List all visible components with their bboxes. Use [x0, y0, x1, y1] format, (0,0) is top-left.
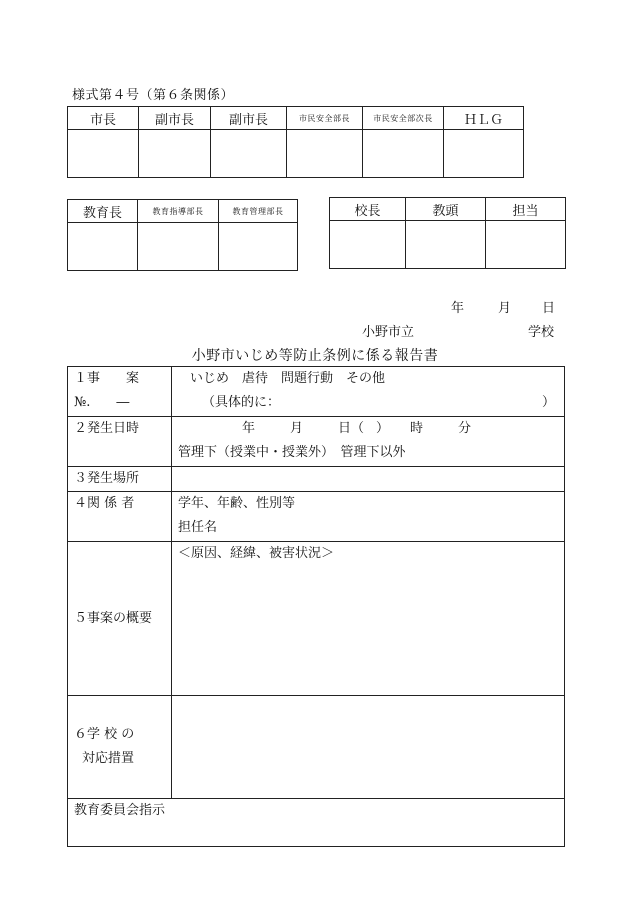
stamp-box-hlg[interactable] [444, 130, 524, 178]
persons-grade-age-sex: 学年、年齢、性別等 [178, 496, 296, 511]
row-response [68, 696, 565, 799]
city-approval-table [67, 106, 524, 178]
city-approval-header-row [68, 107, 524, 130]
case-label-cell [68, 367, 172, 417]
education-approval-header-row [68, 200, 298, 223]
place-label: ３発生場所 [74, 471, 140, 486]
row-board-instructions [68, 799, 565, 847]
case-type-options[interactable]: いじめ 虐待 問題行動 その他 [190, 371, 386, 386]
stamp-box-citizen-safety-deputy-director[interactable] [363, 130, 444, 178]
datetime-line[interactable] [178, 417, 564, 441]
stamp-box-superintendent[interactable] [68, 223, 138, 271]
case-number-label: №. ― [74, 395, 130, 410]
report-date-day: 日 [542, 301, 556, 316]
report-table [67, 366, 565, 847]
datetime-year: 年 [242, 421, 256, 436]
summary-label-cell [68, 542, 172, 696]
row-place [68, 467, 565, 492]
report-date-year: 年 [451, 301, 465, 316]
datetime-label: ２発生日時 [74, 421, 140, 436]
datetime-minute: 分 [458, 421, 472, 436]
persons-label-cell [68, 492, 172, 542]
stamp-box-vice-principal[interactable] [406, 221, 486, 269]
board-instructions-label: 教育委員会指示 [74, 803, 166, 818]
school-name-suffix: 学校 [528, 325, 555, 340]
stamp-box-education-management-director[interactable] [219, 223, 298, 271]
summary-content-cell[interactable] [172, 542, 565, 696]
approval-label-deputy-mayor-2: 副市長 [211, 107, 287, 130]
approval-label-citizen-safety-director: 市民安全部長 [287, 107, 363, 130]
summary-heading: ＜原因、経緯、被害状況＞ [178, 546, 335, 561]
persons-homeroom-teacher: 担任名 [178, 520, 218, 535]
place-input-cell[interactable] [172, 467, 565, 492]
datetime-label-cell [68, 417, 172, 467]
approval-label-mayor: 市長 [68, 107, 139, 130]
stamp-box-principal[interactable] [330, 221, 406, 269]
stamp-box-deputy-mayor-1[interactable] [139, 130, 211, 178]
datetime-management[interactable]: 管理下（授業中・授業外） 管理下以外 [178, 445, 406, 460]
approval-label-vice-principal: 教頭 [406, 198, 486, 221]
row-case [68, 367, 565, 417]
persons-content-cell[interactable] [172, 492, 565, 542]
report-date-month: 月 [498, 301, 512, 316]
datetime-month: 月 [290, 421, 304, 436]
datetime-day: 日（ [338, 421, 365, 436]
stamp-box-citizen-safety-director[interactable] [287, 130, 363, 178]
approval-label-superintendent: 教育長 [68, 200, 138, 223]
row-summary [68, 542, 565, 696]
case-specific-open: （具体的に： [202, 395, 281, 410]
place-label-cell [68, 467, 172, 492]
row-datetime [68, 417, 565, 467]
response-content-cell[interactable] [172, 696, 565, 799]
education-approval-stamp-row [68, 223, 298, 271]
persons-label: ４関 係 者 [74, 496, 135, 511]
approval-label-principal: 校長 [330, 198, 406, 221]
case-label: １事 案 [74, 371, 140, 386]
summary-label: ５事案の概要 [74, 610, 153, 626]
datetime-hour: 時 [410, 421, 424, 436]
datetime-content-cell[interactable] [172, 417, 565, 467]
case-specific-close: ） [542, 395, 556, 410]
city-approval-stamp-row [68, 130, 524, 178]
case-specific-line[interactable] [178, 391, 564, 415]
school-approval-table [329, 197, 566, 269]
response-label-line2: 対応措置 [82, 751, 135, 766]
school-approval-stamp-row [330, 221, 566, 269]
case-content-cell[interactable] [172, 367, 565, 417]
approval-label-staff-in-charge: 担当 [486, 198, 566, 221]
datetime-weekday-close: ） [376, 421, 390, 436]
approval-label-education-guidance-director: 教育指導部長 [138, 200, 219, 223]
response-label-cell [68, 696, 172, 799]
report-title: 小野市いじめ等防止条例に係る報告書 [191, 348, 439, 364]
school-approval-header-row [330, 198, 566, 221]
approval-label-hlg: ＨＬＧ [444, 107, 524, 130]
approval-label-deputy-mayor-1: 副市長 [139, 107, 211, 130]
school-name-prefix: 小野市立 [362, 325, 415, 340]
form-number: 様式第４号（第６条関係） [72, 88, 235, 103]
approval-label-citizen-safety-deputy-director: 市民安全部次長 [363, 107, 444, 130]
stamp-box-mayor[interactable] [68, 130, 139, 178]
approval-label-education-management-director: 教育管理部長 [219, 200, 298, 223]
row-persons [68, 492, 565, 542]
stamp-box-education-guidance-director[interactable] [138, 223, 219, 271]
board-instructions-cell[interactable] [68, 799, 565, 847]
stamp-box-staff-in-charge[interactable] [486, 221, 566, 269]
education-approval-table [67, 199, 298, 271]
stamp-box-deputy-mayor-2[interactable] [211, 130, 287, 178]
response-label-line1: ６学 校 の [74, 727, 135, 742]
